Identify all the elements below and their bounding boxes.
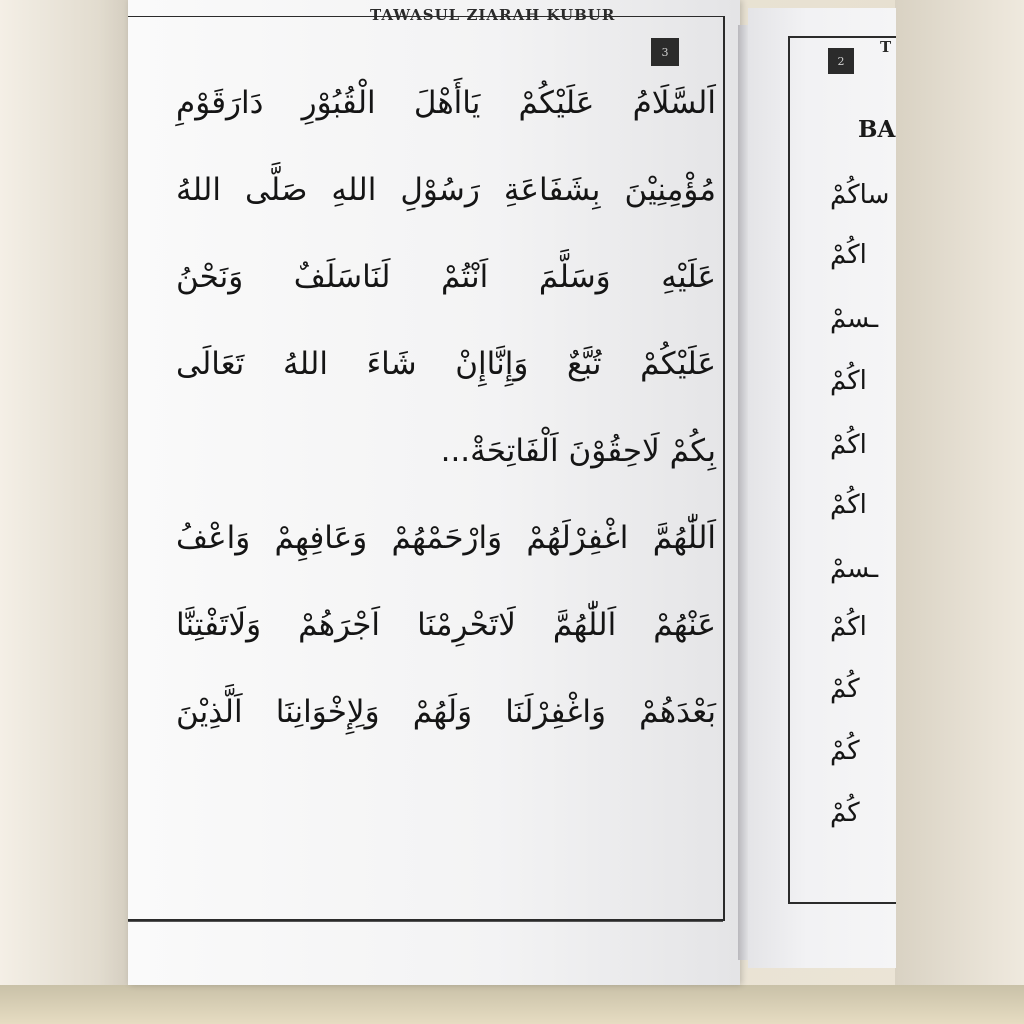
fur-rug-right [895, 0, 1024, 1024]
arabic-line-fragment: كُمْ [830, 798, 860, 828]
page-header-fragment: T [880, 38, 892, 56]
fur-rug-bottom [0, 985, 1024, 1024]
arabic-line-fragment: اكُمْ [830, 612, 867, 642]
arabic-line-fragment: ـسمْ [830, 554, 879, 584]
arabic-line-fragment: ـسمْ [830, 304, 879, 334]
arabic-line-fragment: كُمْ [830, 674, 860, 704]
page-number-badge: 2 [828, 48, 854, 74]
arabic-line-fragment: ساكُمْ [830, 180, 890, 210]
arabic-line-fragment: اكُمْ [830, 490, 867, 520]
arabic-line: بَعْدَهُمْ وَاغْفِرْلَنَا وَلَهُمْ وَلِإِخْوَانِنَا اَلَّذِيْنَ [176, 694, 716, 730]
arabic-line: عَنْهُمْ اَللّٰهُمَّ لَاتَحْرِمْنَا اَجْرَهُمْ وَلَاتَفْتِنَّا [176, 607, 716, 643]
page-number-badge: 3 [651, 38, 679, 66]
arabic-line: بِكُمْ لَاحِقُوْنَ اَلْفَاتِحَةْ... [440, 433, 716, 469]
page-bottom-rule [128, 921, 723, 922]
right-page [748, 8, 896, 968]
section-heading-fragment: BA [858, 116, 896, 143]
page-header-title: TAWASUL ZIARAH KUBUR [370, 6, 616, 24]
arabic-line-fragment: اكُمْ [830, 430, 867, 460]
left-page [128, 0, 740, 985]
arabic-line-fragment: كُمْ [830, 736, 860, 766]
fur-rug-left [0, 0, 140, 1024]
arabic-line: اَلسَّلَامُ عَلَيْكُمْ يَاأَهْلَ الْقُبُوْرِ دَارَقَوْمِ [176, 85, 716, 121]
arabic-line: عَلَيْكُمْ تُبَّعٌ وَإِنَّاإِنْ شَاءَ اللهُ تَعَالَى [176, 346, 716, 382]
arabic-line: مُؤْمِنِيْنَ بِشَفَاعَةِ رَسُوْلِ اللهِ صَلَّى اللهُ [176, 172, 716, 208]
arabic-line-fragment: اكُمْ [830, 240, 867, 270]
arabic-text-block [176, 60, 716, 756]
arabic-line: عَلَيْهِ وَسَلَّمَ اَنْتُمْ لَنَاسَلَفٌ وَنَحْنُ [176, 259, 716, 295]
page-border [788, 36, 896, 904]
arabic-line: اَللّٰهُمَّ اغْفِرْلَهُمْ وَارْحَمْهُمْ وَعَافِهِمْ وَاعْفُ [176, 520, 716, 556]
arabic-line-fragment: اكُمْ [830, 366, 867, 396]
